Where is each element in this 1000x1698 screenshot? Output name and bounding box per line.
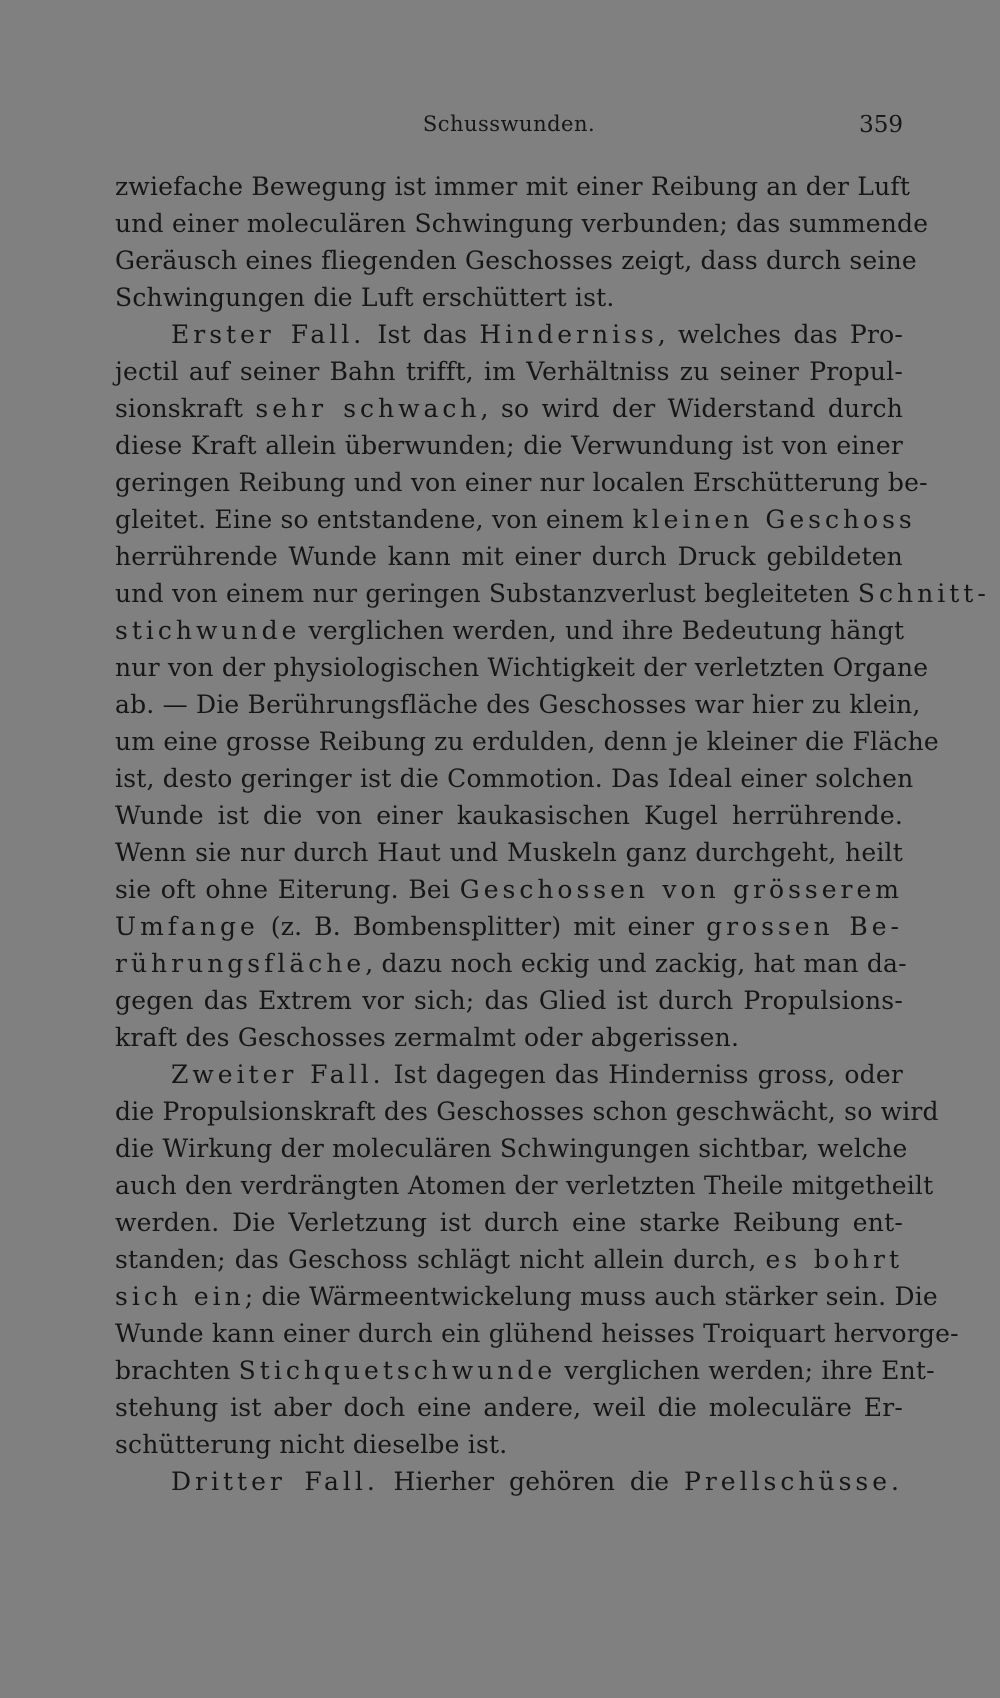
text-segment: (z. B. Bombensplitter) mit einer (258, 912, 707, 941)
text-line (115, 575, 990, 612)
text-line (115, 945, 907, 982)
text-segment: und einer moleculären Schwingung verbunden; das summende (115, 209, 929, 238)
text-line (115, 538, 903, 575)
text-segment: ab. — Die Berührungsfläche des Geschosses war hier zu klein, (115, 690, 921, 719)
text-segment: standen; das Geschoss schlägt nicht allein durch, (115, 1245, 766, 1274)
text-line (115, 353, 903, 390)
text-segment: sionskraft (115, 394, 256, 423)
spaced-emphasis-text: grossen Be- (706, 912, 903, 941)
spaced-emphasis-text: Erster Fall. (171, 320, 366, 349)
text-segment: , welches das Pro- (657, 320, 903, 349)
text-line (115, 390, 903, 427)
text-segment: Wenn sie nur durch Haut und Muskeln ganz durchgeht, heilt (115, 838, 903, 867)
spaced-emphasis-text: sich ein (115, 1282, 245, 1311)
text-segment: kraft des Geschosses zermalmt oder abgerissen. (115, 1023, 740, 1052)
text-line (115, 982, 903, 1019)
text-line (115, 1389, 903, 1426)
text-line (115, 686, 921, 723)
text-line (115, 612, 903, 649)
running-title: Schusswunden. (422, 112, 596, 136)
text-segment: herrührende Wunde kann mit einer durch Druck gebildeten (115, 542, 903, 571)
text-line (115, 1315, 959, 1352)
spaced-emphasis-text: Geschossen von grösserem (459, 875, 903, 904)
text-segment: diese Kraft allein überwunden; die Verwundung ist von einer (115, 431, 903, 460)
text-segment: gleitet. Eine so entstandene, von einem (115, 505, 633, 534)
spaced-emphasis-text: Prellschüsse. (684, 1467, 903, 1496)
text-line (115, 464, 928, 501)
text-line (115, 1426, 903, 1463)
text-line (115, 316, 903, 353)
text-line (115, 908, 903, 945)
spaced-emphasis-text: Stichquetschwunde (238, 1356, 557, 1385)
text-line (115, 1167, 934, 1204)
text-line (115, 1056, 903, 1093)
text-line (115, 1278, 938, 1315)
text-segment: gegen das Extrem vor sich; das Glied ist durch Propulsions- (115, 986, 903, 1015)
text-segment: stehung ist aber doch eine andere, weil die moleculäre Er- (115, 1393, 903, 1422)
text-line (115, 205, 929, 242)
text-segment: Ist das (365, 320, 480, 349)
text-line (115, 1463, 903, 1500)
text-line (115, 871, 903, 908)
text-line (115, 723, 939, 760)
text-segment: geringen Reibung und von einer nur localen Erschütterung be- (115, 468, 928, 497)
text-segment: ist, desto geringer ist die Commotion. Das Ideal einer solchen (115, 764, 914, 793)
text-line (115, 797, 903, 834)
spaced-emphasis-text: Zweiter Fall. (171, 1060, 385, 1089)
spaced-emphasis-text: kleinen Geschoss (632, 505, 916, 534)
text-segment: Hierher gehören die (378, 1467, 684, 1496)
text-line (115, 1241, 903, 1278)
text-segment: Geräusch eines fliegenden Geschosses zeigt, dass durch seine (115, 246, 917, 275)
text-line (115, 168, 911, 205)
text-line (115, 242, 917, 279)
text-line (115, 834, 903, 871)
text-segment: Ist dagegen das Hinderniss gross, oder (384, 1060, 903, 1089)
text-line (115, 427, 903, 464)
text-line (115, 1019, 903, 1056)
spaced-emphasis-text: Dritter Fall. (171, 1467, 379, 1496)
text-segment: nur von der physiologischen Wichtigkeit der verletzten Organe (115, 653, 929, 682)
text-segment: Schwingungen die Luft erschüttert ist. (115, 283, 615, 312)
text-segment: die Wirkung der moleculären Schwingungen sichtbar, welche (115, 1134, 908, 1163)
text-segment: auch den verdrängten Atomen der verletzten Theile mitgetheilt (115, 1171, 934, 1200)
text-line (115, 1204, 903, 1241)
text-segment: jectil auf seiner Bahn trifft, im Verhältniss zu seiner Propul- (115, 357, 903, 386)
page-number: 359 (859, 112, 903, 138)
text-line (115, 1093, 939, 1130)
text-segment: verglichen werden, und ihre Bedeutung hängt (300, 616, 905, 645)
running-head (115, 108, 903, 142)
text-segment: Wunde kann einer durch ein glühend heisses Troiquart hervorge- (115, 1319, 959, 1348)
text-line (115, 649, 929, 686)
spaced-emphasis-text: sehr schwach (255, 394, 481, 423)
text-line (115, 1352, 935, 1389)
text-segment: , dazu noch eckig und zackig, hat man da- (365, 949, 907, 978)
spaced-emphasis-text: stichwunde (115, 616, 301, 645)
text-segment: Wunde ist die von einer kaukasischen Kugel herrührende. (115, 801, 903, 830)
text-line (115, 501, 916, 538)
text-segment: zwiefache Bewegung ist immer mit einer Reibung an der Luft (115, 172, 911, 201)
text-segment: , so wird der Widerstand durch (480, 394, 904, 423)
spaced-emphasis-text: Hinderniss (479, 320, 658, 349)
body-text (115, 168, 990, 1500)
spaced-emphasis-text: rührungsfläche (115, 949, 366, 978)
spaced-emphasis-text: es bohrt (765, 1245, 903, 1274)
text-segment: werden. Die Verletzung ist durch eine starke Reibung ent- (115, 1208, 903, 1237)
text-line (115, 279, 903, 316)
text-segment: schütterung nicht dieselbe ist. (115, 1430, 508, 1459)
text-segment: sie oft ohne Eiterung. Bei (115, 875, 460, 904)
text-segment: und von einem nur geringen Substanzverlust begleiteten (115, 579, 858, 608)
text-segment: brachten (115, 1356, 239, 1385)
text-segment: die Propulsionskraft des Geschosses schon geschwächt, so wird (115, 1097, 939, 1126)
spaced-emphasis-text: Umfange (115, 912, 259, 941)
spaced-emphasis-text: Schnitt- (857, 579, 990, 608)
text-line (115, 760, 914, 797)
text-line (115, 1130, 908, 1167)
text-segment: ; die Wärmeentwickelung muss auch stärker sein. Die (244, 1282, 938, 1311)
text-segment: um eine grosse Reibung zu erdulden, denn je kleiner die Fläche (115, 727, 939, 756)
text-segment: verglichen werden; ihre Ent- (556, 1356, 935, 1385)
